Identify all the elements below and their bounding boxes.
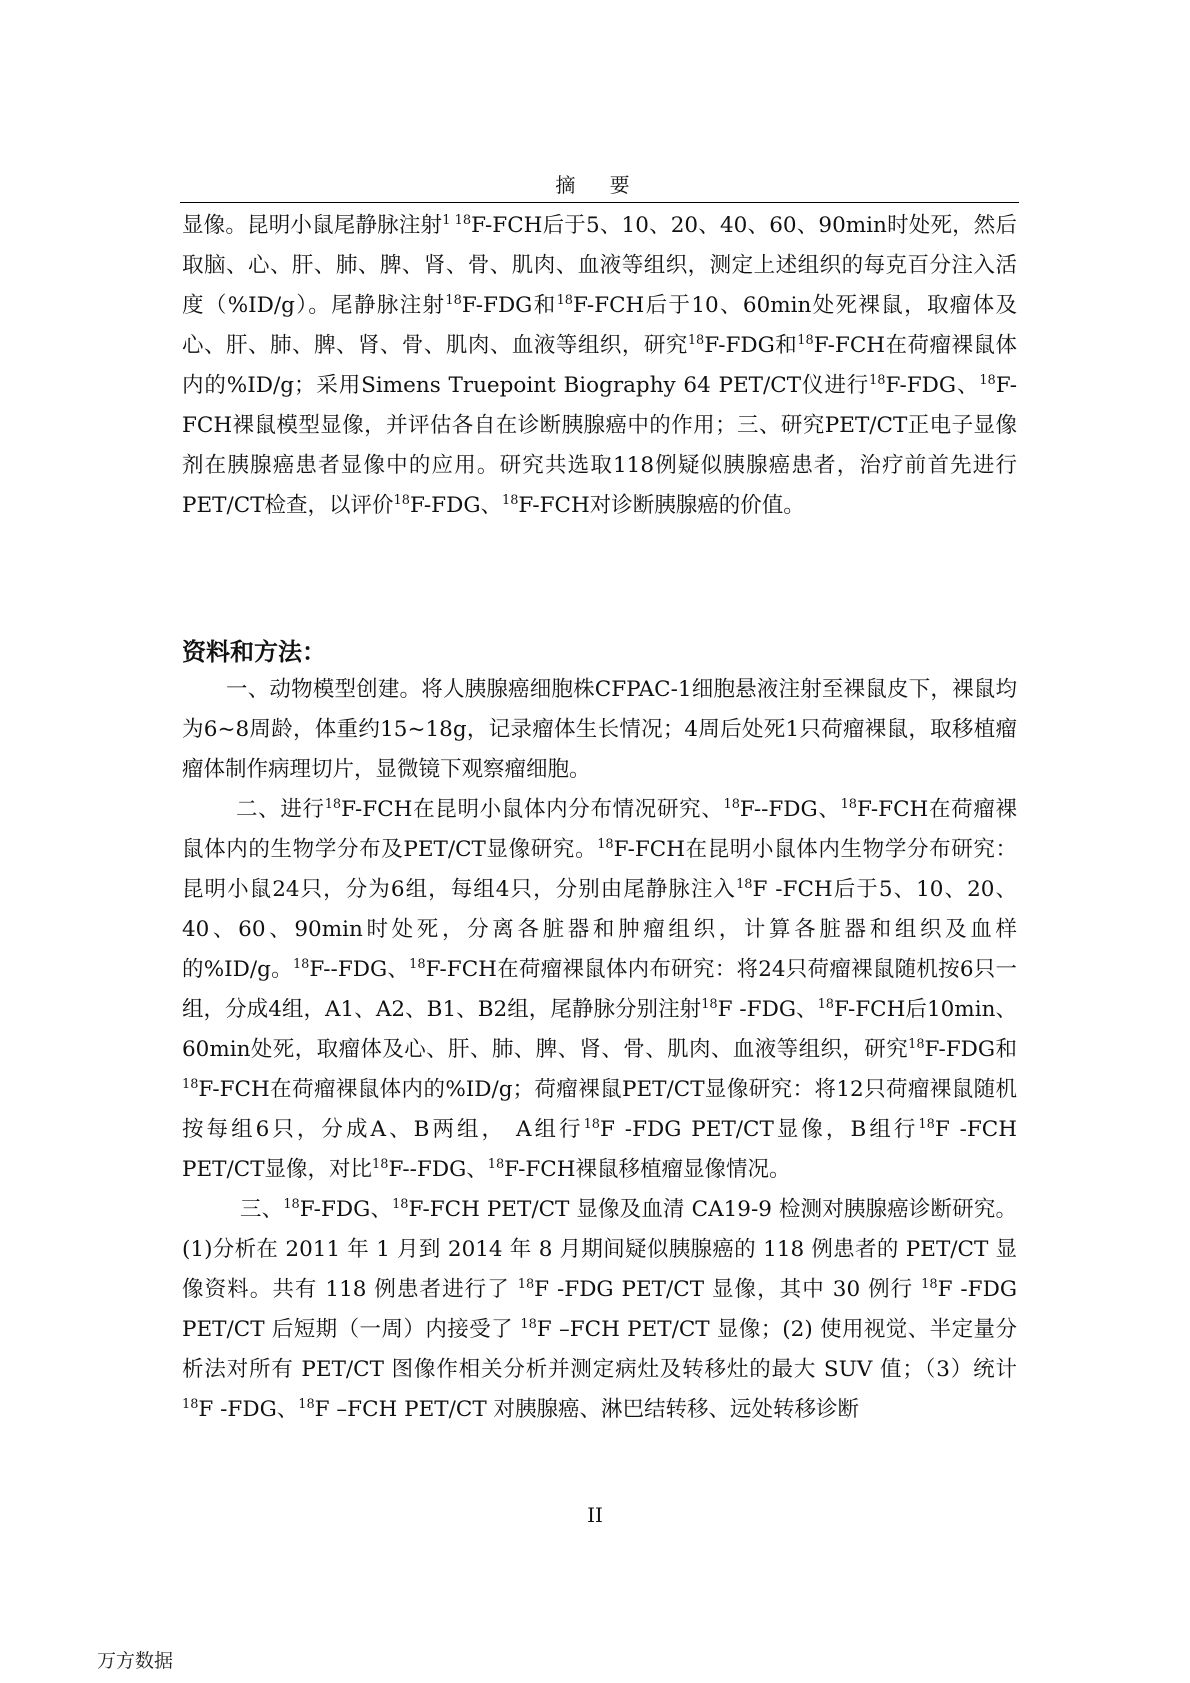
section-heading: 资料和方法： xyxy=(182,638,326,666)
superscript: 18 xyxy=(445,292,462,308)
superscript: 18 xyxy=(921,1276,938,1292)
superscript: 18 xyxy=(182,1076,199,1092)
superscript: 18 xyxy=(393,492,410,508)
superscript: 18 xyxy=(487,1156,505,1172)
superscript: 18 xyxy=(908,1036,925,1052)
intro-section xyxy=(182,206,1017,526)
superscript: 18 xyxy=(701,996,718,1012)
superscript: 18 xyxy=(736,876,753,892)
superscript: 18 xyxy=(392,1196,409,1212)
methods-paragraph-2: 二、进行$^{18}$F-FCH在昆明小鼠体内分布情况研究、$^{18}$F--FDG、$^{18}$F-FCH在荷瘤裸鼠体内的生物学分布及PET/CT显像研究。$^{18}$F-FCH在昆明小鼠体内生物学分布研究：昆明小鼠24只，分为6组，每组4只，分别由尾静脉注入$^{18}$F -FCH后于5、10、20、40、60、90min时处死，分离各脏器和肿瘤组织，计算各脏器和组织及血样的%ID/g。$^{18}$F--FDG、$^{18}$F-FCH在荷瘤裸鼠体内布研究：将24只荷瘤裸鼠随机按6只一组，分成4组，A1、A2、B1、B2组，尾静脉分别注射$^{18}$F -FDG、$^{18}$F-FCH后10min、60min处死，取瘤体及心、肝、肺、脾、肾、骨、肌肉、血液等组织，研究$^{18}$F-FDG和$^{18}$F-FCH在荷瘤裸鼠体内的%ID/g；荷瘤裸鼠PET/CT显像研究：将12只荷瘤裸鼠随机按每组6只，分成A、B两组， A组行$^{18}$F -FDG PET/CT显像，B组行$^{18}$F -FCH PET/CT显像，对比$^{18}$F--FDG、$^{18}$F-FCH裸鼠移植瘤显像情况。 xyxy=(182,796,1018,1182)
intro-paragraph: 显像。昆明小鼠尾静脉注射$^{1 18}$F-FCH后于5、10、20、40、60、90min时处死，然后取脑、心、肝、肺、脾、肾、骨、肌肉、血液等组织，测定上述组织的每克百分注入活度（%ID/g）。尾静脉注射$^{18}$F-FDG和$^{18}$F-FCH后于10、60min处死裸鼠，取瘤体及心、肝、肺、脾、肾、骨、肌肉、血液等组织，研究$^{18}$F-FDG和$^{18}$F-FCH在荷瘤裸鼠体内的%ID/g；采用Simens Truepoint Biography 64 PET/CT仪进行$^{18}$F-FDG、$^{18}$F-FCH裸鼠模型显像，并评估各自在诊断胰腺癌中的作用；三、研究PET/CT正电子显像剂在胰腺癌患者显像中的应用。研究共选取118例疑似胰腺癌患者，治疗前首先进行PET/CT检查，以评价$^{18}$F-FDG、$^{18}$F-FCH对诊断胰腺癌的价值。 xyxy=(182,212,1017,518)
superscript: 18 xyxy=(797,332,814,348)
footer-watermark: 万方数据 xyxy=(97,1650,174,1672)
superscript: 18 xyxy=(409,956,426,972)
superscript: 18 xyxy=(517,1276,535,1292)
superscript: 18 xyxy=(687,332,705,348)
methods-paragraph-3: 三、$^{18}$F-FDG、$^{18}$F-FCH PET/CT 显像及血清 CA19-9 检测对胰腺癌诊断研究。(1)分析在 2011 年 1 月到 2014 年 8 月期间疑似胰腺癌的 118 例患者的 PET/CT 显像资料。共有 118 例患者进行了 $^{18}$F -FDG PET/CT 显像，其中 30 例行 $^{18}$F -FDG PET/CT 后短期（一周）内接受了 $^{18}$F –FCH PET/CT 显像；(2) 使用视觉、半定量分析法对所有 PET/CT 图像作相关分析并测定病灶及转移灶的最大 SUV 值；（3）统计 $^{18}$F -FDG、$^{18}$F –FCH PET/CT 对胰腺癌、淋巴结转移、远处转移诊断 xyxy=(182,1196,1017,1422)
superscript: 18 xyxy=(723,796,740,812)
superscript: 18 xyxy=(583,1116,601,1132)
superscript: 18 xyxy=(520,1316,537,1332)
superscript: 18 xyxy=(817,996,835,1012)
header-rule xyxy=(180,202,1019,203)
superscript: 18 xyxy=(283,1196,300,1212)
superscript: 18 xyxy=(372,1156,389,1172)
page-number: II xyxy=(587,1503,603,1527)
superscript: 18 xyxy=(324,796,342,812)
superscript: 18 xyxy=(556,292,573,308)
superscript: 1 18 xyxy=(442,212,472,228)
superscript: 18 xyxy=(979,372,996,388)
superscript: 18 xyxy=(597,836,614,852)
superscript: 18 xyxy=(869,372,886,388)
superscript: 18 xyxy=(292,956,310,972)
running-header: 摘 要 xyxy=(555,173,644,197)
superscript: 18 xyxy=(298,1396,315,1412)
superscript: 18 xyxy=(918,1116,935,1132)
superscript: 18 xyxy=(840,796,857,812)
methods-paragraph-1: 一、动物模型创建。将人胰腺癌细胞株CFPAC-1细胞悬液注射至裸鼠皮下，裸鼠均为6~8周龄，体重约15~18g，记录瘤体生长情况；4周后处死1只荷瘤裸鼠，取移植瘤瘤体制作病理切片，显微镜下观察瘤细胞。 xyxy=(182,677,1017,782)
methods-section xyxy=(182,670,1017,1430)
superscript: 18 xyxy=(182,1396,199,1412)
superscript: 18 xyxy=(502,492,519,508)
